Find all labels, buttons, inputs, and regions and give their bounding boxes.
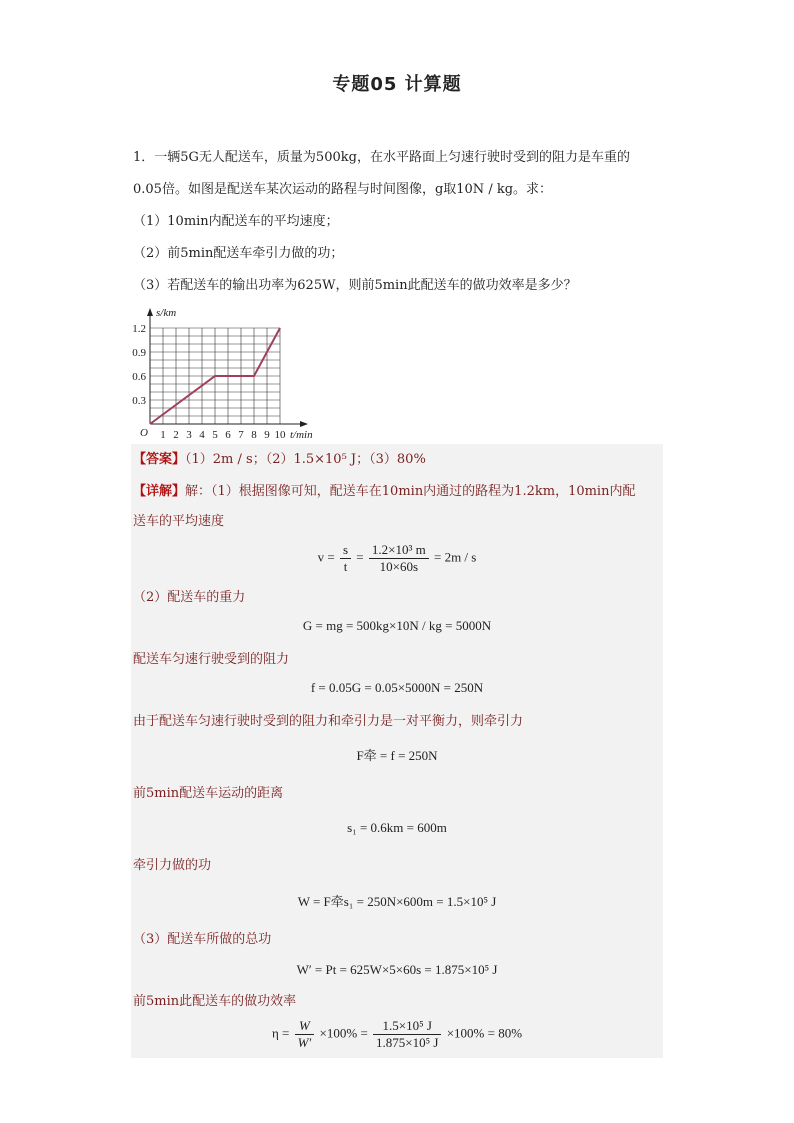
y-tick-label: 0.6	[132, 371, 146, 383]
x-tick-label: 2	[173, 429, 179, 441]
formula-efficiency	[131, 1018, 663, 1051]
formula-efficiency-mid: ×100% =	[319, 1025, 368, 1041]
page-title: 专题05 计算题	[332, 74, 462, 95]
x-tick-label: 1	[160, 429, 166, 441]
detail-line-1	[133, 482, 635, 502]
step-resistance-label: 配送车匀速行驶受到的阻力	[133, 652, 290, 667]
formula-efficiency-left: η =	[271, 1025, 293, 1041]
step-efficiency-label: 前5min此配送车的做功效率	[133, 994, 297, 1009]
frac-den: 10×60s	[379, 559, 418, 574]
y-tick-labels	[132, 323, 146, 407]
y-tick-label: 0.9	[132, 347, 146, 359]
y-axis-arrow	[147, 308, 153, 316]
question-part-2: （2）前5min配送车牵引力做的功；	[133, 246, 344, 261]
frac-num: 1.5×10⁵ J	[373, 1018, 441, 1035]
detail-line-2: 送车的平均速度	[133, 514, 225, 529]
fraction-w-over-w-prime	[295, 1018, 315, 1051]
step-distance-label: 前5min配送车运动的距离	[133, 786, 284, 801]
question-line-1: 1．一辆5G无人配送车，质量为500kg，在水平路面上匀速行驶时受到的阻力是车重的	[133, 150, 630, 165]
fraction-s-over-t	[340, 542, 351, 575]
x-axis-arrow	[300, 421, 308, 427]
x-tick-label: 4	[199, 429, 205, 441]
detail-tag: 【详解】	[133, 484, 186, 499]
formula-velocity-left: v =	[317, 549, 338, 565]
x-tick-label: 5	[212, 429, 218, 441]
formula-work: W = F牵s₁ = 250N×600m = 1.5×10⁵ J	[297, 894, 497, 909]
x-tick-labels	[160, 429, 286, 441]
detail-text: 解：（1）根据图像可知，配送车在10min内通过的路程为1.2km，10min内配	[185, 484, 636, 499]
y-tick-label: 0.3	[132, 395, 146, 407]
y-tick-label: 1.2	[132, 323, 146, 335]
x-tick-label: 8	[251, 429, 257, 441]
frac-den: t	[343, 559, 348, 574]
x-tick-label: 3	[186, 429, 192, 441]
answer-text: （1）2m / s；（2）1.5×10⁵ J；（3）80%	[185, 452, 426, 467]
x-tick-label: 9	[264, 429, 270, 441]
x-tick-label: 6	[225, 429, 231, 441]
origin-label: O	[140, 427, 148, 439]
formula-traction: F牵 = f = 250N	[356, 748, 438, 763]
step-total-work-label: （3）配送车所做的总功	[133, 932, 272, 947]
formula-velocity-right: = 2m / s	[433, 549, 477, 565]
y-axis-label: s/km	[156, 307, 177, 319]
formula-distance: s₁ = 0.6km = 600m	[347, 820, 447, 835]
formula-gravity: G = mg = 500kg×10N / kg = 5000N	[302, 618, 492, 633]
answer-line	[133, 450, 426, 470]
distance-time-graph	[128, 302, 328, 444]
question-part-3: （3）若配送车的输出功率为625W，则前5min此配送车的做功效率是多少？	[133, 278, 577, 293]
formula-total-work: W′ = Pt = 625W×5×60s = 1.875×10⁵ J	[296, 962, 498, 977]
formula-resistance: f = 0.05G = 0.05×5000N = 250N	[310, 680, 484, 695]
step-work-label: 牵引力做的功	[133, 858, 212, 873]
formula-velocity: v = $\frac{s}{t}$ = $\frac{\text{1.2×10³ m}}{10\times 60s}$ = 2m / s	[317, 542, 477, 574]
question-line-2: 0.05倍。如图是配送车某次运动的路程与时间图像，g取10N / kg。求：	[133, 182, 553, 197]
frac-num: s	[340, 542, 351, 559]
formula-efficiency-right: ×100% = 80%	[446, 1025, 523, 1041]
x-axis-label: t/min	[290, 429, 313, 441]
fraction-values	[369, 542, 429, 575]
frac-num: W	[295, 1018, 315, 1035]
step-gravity-label: （2）配送车的重力	[133, 590, 246, 605]
answer-tag: 【答案】	[133, 452, 186, 467]
x-tick-label: 7	[238, 429, 244, 441]
frac-den: W′	[297, 1035, 312, 1050]
question-part-1: （1）10min内配送车的平均速度；	[133, 214, 339, 229]
x-tick-label: 10	[274, 429, 286, 441]
fraction-work-values	[373, 1018, 441, 1051]
step-balance-label: 由于配送车匀速行驶时受到的阻力和牵引力是一对平衡力，则牵引力	[133, 714, 524, 729]
frac-den: 1.875×10⁵ J	[376, 1035, 439, 1050]
frac-num: 1.2×10³ m	[369, 542, 429, 559]
